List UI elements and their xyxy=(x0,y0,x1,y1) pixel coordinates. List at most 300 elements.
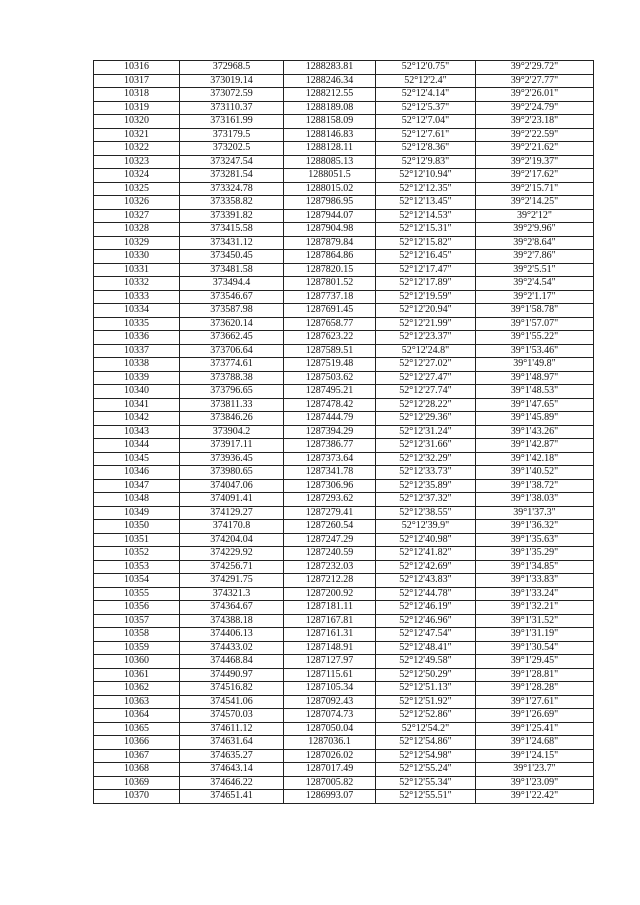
table-row xyxy=(94,749,594,763)
x-coordinate-cell: 373587.98 xyxy=(180,304,284,318)
latitude-cell: 52°12'7.61" xyxy=(376,128,476,142)
latitude-cell: 52°12'4.14" xyxy=(376,88,476,102)
point-number-cell: 10338 xyxy=(94,358,180,372)
x-coordinate-cell: 374047.06 xyxy=(180,479,284,493)
table-row xyxy=(94,763,594,777)
table-row xyxy=(94,142,594,156)
y-coordinate-cell: 1287074.73 xyxy=(284,709,376,723)
longitude-cell: 39°1'55.22" xyxy=(476,331,594,345)
table-row xyxy=(94,371,594,385)
longitude-cell: 39°1'42.87" xyxy=(476,439,594,453)
longitude-cell: 39°1'32.21" xyxy=(476,601,594,615)
point-number-cell: 10324 xyxy=(94,169,180,183)
longitude-cell: 39°1'48.97" xyxy=(476,371,594,385)
table-row xyxy=(94,290,594,304)
x-coordinate-cell: 374091.41 xyxy=(180,493,284,507)
y-coordinate-cell: 1287240.59 xyxy=(284,547,376,561)
x-coordinate-cell: 373846.26 xyxy=(180,412,284,426)
y-coordinate-cell: 1287373.64 xyxy=(284,452,376,466)
longitude-cell: 39°1'58.78" xyxy=(476,304,594,318)
x-coordinate-cell: 374204.04 xyxy=(180,533,284,547)
latitude-cell: 52°12'35.89" xyxy=(376,479,476,493)
longitude-cell: 39°1'57.07" xyxy=(476,317,594,331)
y-coordinate-cell: 1287279.41 xyxy=(284,506,376,520)
table-row xyxy=(94,682,594,696)
longitude-cell: 39°2'9.96" xyxy=(476,223,594,237)
table-row xyxy=(94,196,594,210)
longitude-cell: 39°2'23.18" xyxy=(476,115,594,129)
x-coordinate-cell: 374321.3 xyxy=(180,587,284,601)
point-number-cell: 10364 xyxy=(94,709,180,723)
latitude-cell: 52°12'24.8" xyxy=(376,344,476,358)
point-number-cell: 10363 xyxy=(94,695,180,709)
x-coordinate-cell: 373706.64 xyxy=(180,344,284,358)
longitude-cell: 39°2'15.71" xyxy=(476,182,594,196)
latitude-cell: 52°12'44.78" xyxy=(376,587,476,601)
x-coordinate-cell: 374364.67 xyxy=(180,601,284,615)
x-coordinate-cell: 374541.06 xyxy=(180,695,284,709)
x-coordinate-cell: 373391.82 xyxy=(180,209,284,223)
longitude-cell: 39°2'14.25" xyxy=(476,196,594,210)
latitude-cell: 52°12'28.22" xyxy=(376,398,476,412)
point-number-cell: 10359 xyxy=(94,641,180,655)
point-number-cell: 10367 xyxy=(94,749,180,763)
y-coordinate-cell: 1287519.48 xyxy=(284,358,376,372)
table-row xyxy=(94,587,594,601)
x-coordinate-cell: 373431.12 xyxy=(180,236,284,250)
table-row xyxy=(94,385,594,399)
point-number-cell: 10351 xyxy=(94,533,180,547)
longitude-cell: 39°2'19.37" xyxy=(476,155,594,169)
longitude-cell: 39°1'43.26" xyxy=(476,425,594,439)
x-coordinate-cell: 372968.5 xyxy=(180,61,284,75)
x-coordinate-cell: 374651.41 xyxy=(180,790,284,804)
y-coordinate-cell: 1287026.02 xyxy=(284,749,376,763)
latitude-cell: 52°12'13.45" xyxy=(376,196,476,210)
y-coordinate-cell: 1287232.03 xyxy=(284,560,376,574)
y-coordinate-cell: 1287050.04 xyxy=(284,722,376,736)
longitude-cell: 39°1'30.54" xyxy=(476,641,594,655)
x-coordinate-cell: 374388.18 xyxy=(180,614,284,628)
latitude-cell: 52°12'17.47" xyxy=(376,263,476,277)
table-row xyxy=(94,452,594,466)
y-coordinate-cell: 1288158.09 xyxy=(284,115,376,129)
y-coordinate-cell: 1288246.34 xyxy=(284,74,376,88)
longitude-cell: 39°1'28.81" xyxy=(476,668,594,682)
point-number-cell: 10342 xyxy=(94,412,180,426)
longitude-cell: 39°2'29.72" xyxy=(476,61,594,75)
latitude-cell: 52°12'8.36" xyxy=(376,142,476,156)
table-row xyxy=(94,398,594,412)
latitude-cell: 52°12'51.92" xyxy=(376,695,476,709)
x-coordinate-cell: 374170.8 xyxy=(180,520,284,534)
point-number-cell: 10355 xyxy=(94,587,180,601)
point-number-cell: 10322 xyxy=(94,142,180,156)
y-coordinate-cell: 1288051.5 xyxy=(284,169,376,183)
y-coordinate-cell: 1286993.07 xyxy=(284,790,376,804)
point-number-cell: 10361 xyxy=(94,668,180,682)
x-coordinate-cell: 373980.65 xyxy=(180,466,284,480)
table-row xyxy=(94,466,594,480)
point-number-cell: 10370 xyxy=(94,790,180,804)
table-row xyxy=(94,277,594,291)
table-row xyxy=(94,236,594,250)
point-number-cell: 10336 xyxy=(94,331,180,345)
x-coordinate-cell: 374635.27 xyxy=(180,749,284,763)
y-coordinate-cell: 1287820.15 xyxy=(284,263,376,277)
point-number-cell: 10332 xyxy=(94,277,180,291)
x-coordinate-cell: 373494.4 xyxy=(180,277,284,291)
latitude-cell: 52°12'31.66" xyxy=(376,439,476,453)
y-coordinate-cell: 1287260.54 xyxy=(284,520,376,534)
y-coordinate-cell: 1288283.81 xyxy=(284,61,376,75)
table-row xyxy=(94,479,594,493)
y-coordinate-cell: 1287503.62 xyxy=(284,371,376,385)
latitude-cell: 52°12'20.94" xyxy=(376,304,476,318)
table-row xyxy=(94,520,594,534)
longitude-cell: 39°1'38.72" xyxy=(476,479,594,493)
longitude-cell: 39°1'53.46" xyxy=(476,344,594,358)
longitude-cell: 39°2'4.54" xyxy=(476,277,594,291)
longitude-cell: 39°1'35.63" xyxy=(476,533,594,547)
y-coordinate-cell: 1288146.83 xyxy=(284,128,376,142)
longitude-cell: 39°1'38.03" xyxy=(476,493,594,507)
point-number-cell: 10349 xyxy=(94,506,180,520)
y-coordinate-cell: 1287105.34 xyxy=(284,682,376,696)
point-number-cell: 10319 xyxy=(94,101,180,115)
point-number-cell: 10320 xyxy=(94,115,180,129)
latitude-cell: 52°12'43.83" xyxy=(376,574,476,588)
point-number-cell: 10348 xyxy=(94,493,180,507)
y-coordinate-cell: 1288128.11 xyxy=(284,142,376,156)
longitude-cell: 39°1'37.3" xyxy=(476,506,594,520)
longitude-cell: 39°1'45.89" xyxy=(476,412,594,426)
point-number-cell: 10333 xyxy=(94,290,180,304)
latitude-cell: 52°12'46.19" xyxy=(376,601,476,615)
table-row xyxy=(94,533,594,547)
longitude-cell: 39°2'8.64" xyxy=(476,236,594,250)
table-row xyxy=(94,155,594,169)
y-coordinate-cell: 1287879.84 xyxy=(284,236,376,250)
latitude-cell: 52°12'17.89" xyxy=(376,277,476,291)
point-number-cell: 10343 xyxy=(94,425,180,439)
longitude-cell: 39°2'7.86" xyxy=(476,250,594,264)
x-coordinate-cell: 374646.22 xyxy=(180,776,284,790)
longitude-cell: 39°1'33.83" xyxy=(476,574,594,588)
point-number-cell: 10341 xyxy=(94,398,180,412)
point-number-cell: 10340 xyxy=(94,385,180,399)
point-number-cell: 10344 xyxy=(94,439,180,453)
longitude-cell: 39°2'5.51" xyxy=(476,263,594,277)
latitude-cell: 52°12'40.98" xyxy=(376,533,476,547)
table-row xyxy=(94,628,594,642)
table-row xyxy=(94,304,594,318)
longitude-cell: 39°1'35.29" xyxy=(476,547,594,561)
longitude-cell: 39°2'27.77" xyxy=(476,74,594,88)
x-coordinate-cell: 374631.64 xyxy=(180,736,284,750)
table-row xyxy=(94,722,594,736)
point-number-cell: 10331 xyxy=(94,263,180,277)
latitude-cell: 52°12'54.2" xyxy=(376,722,476,736)
latitude-cell: 52°12'12.35" xyxy=(376,182,476,196)
table-row xyxy=(94,74,594,88)
x-coordinate-cell: 374516.82 xyxy=(180,682,284,696)
table-row xyxy=(94,209,594,223)
longitude-cell: 39°1'48.53" xyxy=(476,385,594,399)
x-coordinate-cell: 373179.5 xyxy=(180,128,284,142)
latitude-cell: 52°12'47.54" xyxy=(376,628,476,642)
y-coordinate-cell: 1287691.45 xyxy=(284,304,376,318)
x-coordinate-cell: 373620.14 xyxy=(180,317,284,331)
x-coordinate-cell: 373415.58 xyxy=(180,223,284,237)
y-coordinate-cell: 1287737.18 xyxy=(284,290,376,304)
point-number-cell: 10366 xyxy=(94,736,180,750)
x-coordinate-cell: 373247.54 xyxy=(180,155,284,169)
x-coordinate-cell: 373936.45 xyxy=(180,452,284,466)
point-number-cell: 10327 xyxy=(94,209,180,223)
x-coordinate-cell: 373481.58 xyxy=(180,263,284,277)
latitude-cell: 52°12'27.74" xyxy=(376,385,476,399)
longitude-cell: 39°1'23.09" xyxy=(476,776,594,790)
table-row xyxy=(94,776,594,790)
latitude-cell: 52°12'9.83" xyxy=(376,155,476,169)
table-row xyxy=(94,493,594,507)
latitude-cell: 52°12'37.32" xyxy=(376,493,476,507)
point-number-cell: 10318 xyxy=(94,88,180,102)
x-coordinate-cell: 374129.27 xyxy=(180,506,284,520)
x-coordinate-cell: 373281.54 xyxy=(180,169,284,183)
x-coordinate-cell: 373450.45 xyxy=(180,250,284,264)
latitude-cell: 52°12'54.86" xyxy=(376,736,476,750)
latitude-cell: 52°12'46.96" xyxy=(376,614,476,628)
latitude-cell: 52°12'31.24" xyxy=(376,425,476,439)
y-coordinate-cell: 1288189.08 xyxy=(284,101,376,115)
x-coordinate-cell: 374229.92 xyxy=(180,547,284,561)
y-coordinate-cell: 1287864.86 xyxy=(284,250,376,264)
y-coordinate-cell: 1287005.82 xyxy=(284,776,376,790)
y-coordinate-cell: 1287658.77 xyxy=(284,317,376,331)
longitude-cell: 39°1'40.52" xyxy=(476,466,594,480)
x-coordinate-cell: 373324.78 xyxy=(180,182,284,196)
latitude-cell: 52°12'54.98" xyxy=(376,749,476,763)
y-coordinate-cell: 1287623.22 xyxy=(284,331,376,345)
table-row xyxy=(94,223,594,237)
latitude-cell: 52°12'14.53" xyxy=(376,209,476,223)
point-number-cell: 10317 xyxy=(94,74,180,88)
longitude-cell: 39°2'26.01" xyxy=(476,88,594,102)
latitude-cell: 52°12'41.82" xyxy=(376,547,476,561)
longitude-cell: 39°1'31.19" xyxy=(476,628,594,642)
y-coordinate-cell: 1287986.95 xyxy=(284,196,376,210)
y-coordinate-cell: 1287589.51 xyxy=(284,344,376,358)
latitude-cell: 52°12'27.47" xyxy=(376,371,476,385)
table-row xyxy=(94,736,594,750)
x-coordinate-cell: 373662.45 xyxy=(180,331,284,345)
latitude-cell: 52°12'23.37" xyxy=(376,331,476,345)
x-coordinate-cell: 374256.71 xyxy=(180,560,284,574)
point-number-cell: 10325 xyxy=(94,182,180,196)
table-row xyxy=(94,61,594,75)
longitude-cell: 39°1'26.69" xyxy=(476,709,594,723)
y-coordinate-cell: 1287944.07 xyxy=(284,209,376,223)
latitude-cell: 52°12'38.55" xyxy=(376,506,476,520)
x-coordinate-cell: 373904.2 xyxy=(180,425,284,439)
latitude-cell: 52°12'16.45" xyxy=(376,250,476,264)
y-coordinate-cell: 1287181.11 xyxy=(284,601,376,615)
x-coordinate-cell: 374611.12 xyxy=(180,722,284,736)
longitude-cell: 39°2'22.59" xyxy=(476,128,594,142)
y-coordinate-cell: 1287092.43 xyxy=(284,695,376,709)
x-coordinate-cell: 373110.37 xyxy=(180,101,284,115)
latitude-cell: 52°12'52.86" xyxy=(376,709,476,723)
point-number-cell: 10352 xyxy=(94,547,180,561)
point-number-cell: 10365 xyxy=(94,722,180,736)
y-coordinate-cell: 1287127.97 xyxy=(284,655,376,669)
latitude-cell: 52°12'33.73" xyxy=(376,466,476,480)
longitude-cell: 39°2'24.79" xyxy=(476,101,594,115)
latitude-cell: 52°12'2.4" xyxy=(376,74,476,88)
x-coordinate-cell: 373788.38 xyxy=(180,371,284,385)
longitude-cell: 39°1'25.41" xyxy=(476,722,594,736)
longitude-cell: 39°1'31.52" xyxy=(476,614,594,628)
latitude-cell: 52°12'15.82" xyxy=(376,236,476,250)
latitude-cell: 52°12'42.69" xyxy=(376,560,476,574)
latitude-cell: 52°12'39.9" xyxy=(376,520,476,534)
table-row xyxy=(94,439,594,453)
x-coordinate-cell: 373811.33 xyxy=(180,398,284,412)
longitude-cell: 39°1'34.85" xyxy=(476,560,594,574)
x-coordinate-cell: 373019.14 xyxy=(180,74,284,88)
point-number-cell: 10321 xyxy=(94,128,180,142)
y-coordinate-cell: 1287036.1 xyxy=(284,736,376,750)
y-coordinate-cell: 1287306.96 xyxy=(284,479,376,493)
table-row xyxy=(94,668,594,682)
point-number-cell: 10362 xyxy=(94,682,180,696)
y-coordinate-cell: 1288212.55 xyxy=(284,88,376,102)
point-number-cell: 10335 xyxy=(94,317,180,331)
y-coordinate-cell: 1287495.21 xyxy=(284,385,376,399)
x-coordinate-cell: 373546.67 xyxy=(180,290,284,304)
x-coordinate-cell: 373774.61 xyxy=(180,358,284,372)
coordinate-table xyxy=(93,60,594,804)
longitude-cell: 39°1'28.28" xyxy=(476,682,594,696)
point-number-cell: 10358 xyxy=(94,628,180,642)
table-row xyxy=(94,358,594,372)
point-number-cell: 10356 xyxy=(94,601,180,615)
longitude-cell: 39°1'33.24" xyxy=(476,587,594,601)
y-coordinate-cell: 1287801.52 xyxy=(284,277,376,291)
latitude-cell: 52°12'5.37" xyxy=(376,101,476,115)
x-coordinate-cell: 373917.11 xyxy=(180,439,284,453)
longitude-cell: 39°1'24.68" xyxy=(476,736,594,750)
table-row xyxy=(94,115,594,129)
longitude-cell: 39°1'42.18" xyxy=(476,452,594,466)
latitude-cell: 52°12'51.13" xyxy=(376,682,476,696)
y-coordinate-cell: 1288085.13 xyxy=(284,155,376,169)
x-coordinate-cell: 373161.99 xyxy=(180,115,284,129)
table-row xyxy=(94,128,594,142)
point-number-cell: 10368 xyxy=(94,763,180,777)
y-coordinate-cell: 1287904.98 xyxy=(284,223,376,237)
latitude-cell: 52°12'32.29" xyxy=(376,452,476,466)
y-coordinate-cell: 1287386.77 xyxy=(284,439,376,453)
y-coordinate-cell: 1287115.61 xyxy=(284,668,376,682)
longitude-cell: 39°1'24.15" xyxy=(476,749,594,763)
latitude-cell: 52°12'21.99" xyxy=(376,317,476,331)
point-number-cell: 10334 xyxy=(94,304,180,318)
latitude-cell: 52°12'0.75" xyxy=(376,61,476,75)
x-coordinate-cell: 374468.84 xyxy=(180,655,284,669)
latitude-cell: 52°12'15.31" xyxy=(376,223,476,237)
point-number-cell: 10345 xyxy=(94,452,180,466)
table-row xyxy=(94,641,594,655)
table-row xyxy=(94,425,594,439)
longitude-cell: 39°2'21.62" xyxy=(476,142,594,156)
y-coordinate-cell: 1288015.02 xyxy=(284,182,376,196)
y-coordinate-cell: 1287148.91 xyxy=(284,641,376,655)
x-coordinate-cell: 373072.59 xyxy=(180,88,284,102)
point-number-cell: 10339 xyxy=(94,371,180,385)
coordinate-table-body xyxy=(94,61,594,804)
table-row xyxy=(94,506,594,520)
point-number-cell: 10369 xyxy=(94,776,180,790)
x-coordinate-cell: 373358.82 xyxy=(180,196,284,210)
latitude-cell: 52°12'10.94" xyxy=(376,169,476,183)
longitude-cell: 39°1'49.8" xyxy=(476,358,594,372)
x-coordinate-cell: 373202.5 xyxy=(180,142,284,156)
latitude-cell: 52°12'55.51" xyxy=(376,790,476,804)
table-row xyxy=(94,101,594,115)
table-row xyxy=(94,655,594,669)
y-coordinate-cell: 1287167.81 xyxy=(284,614,376,628)
point-number-cell: 10337 xyxy=(94,344,180,358)
point-number-cell: 10328 xyxy=(94,223,180,237)
point-number-cell: 10330 xyxy=(94,250,180,264)
point-number-cell: 10357 xyxy=(94,614,180,628)
latitude-cell: 52°12'27.02" xyxy=(376,358,476,372)
y-coordinate-cell: 1287444.79 xyxy=(284,412,376,426)
table-row xyxy=(94,790,594,804)
point-number-cell: 10323 xyxy=(94,155,180,169)
longitude-cell: 39°1'36.32" xyxy=(476,520,594,534)
y-coordinate-cell: 1287478.42 xyxy=(284,398,376,412)
latitude-cell: 52°12'50.29" xyxy=(376,668,476,682)
table-row xyxy=(94,574,594,588)
table-row xyxy=(94,601,594,615)
table-row xyxy=(94,263,594,277)
x-coordinate-cell: 374643.14 xyxy=(180,763,284,777)
longitude-cell: 39°2'12" xyxy=(476,209,594,223)
latitude-cell: 52°12'55.24" xyxy=(376,763,476,777)
point-number-cell: 10353 xyxy=(94,560,180,574)
y-coordinate-cell: 1287293.62 xyxy=(284,493,376,507)
table-row xyxy=(94,88,594,102)
longitude-cell: 39°2'1.17" xyxy=(476,290,594,304)
longitude-cell: 39°1'22.42" xyxy=(476,790,594,804)
x-coordinate-cell: 374490.97 xyxy=(180,668,284,682)
longitude-cell: 39°1'23.7" xyxy=(476,763,594,777)
table-row xyxy=(94,317,594,331)
table-row xyxy=(94,614,594,628)
table-row xyxy=(94,169,594,183)
longitude-cell: 39°1'27.61" xyxy=(476,695,594,709)
longitude-cell: 39°1'47.65" xyxy=(476,398,594,412)
latitude-cell: 52°12'49.58" xyxy=(376,655,476,669)
latitude-cell: 52°12'19.59" xyxy=(376,290,476,304)
y-coordinate-cell: 1287161.31 xyxy=(284,628,376,642)
table-row xyxy=(94,182,594,196)
latitude-cell: 52°12'55.34" xyxy=(376,776,476,790)
